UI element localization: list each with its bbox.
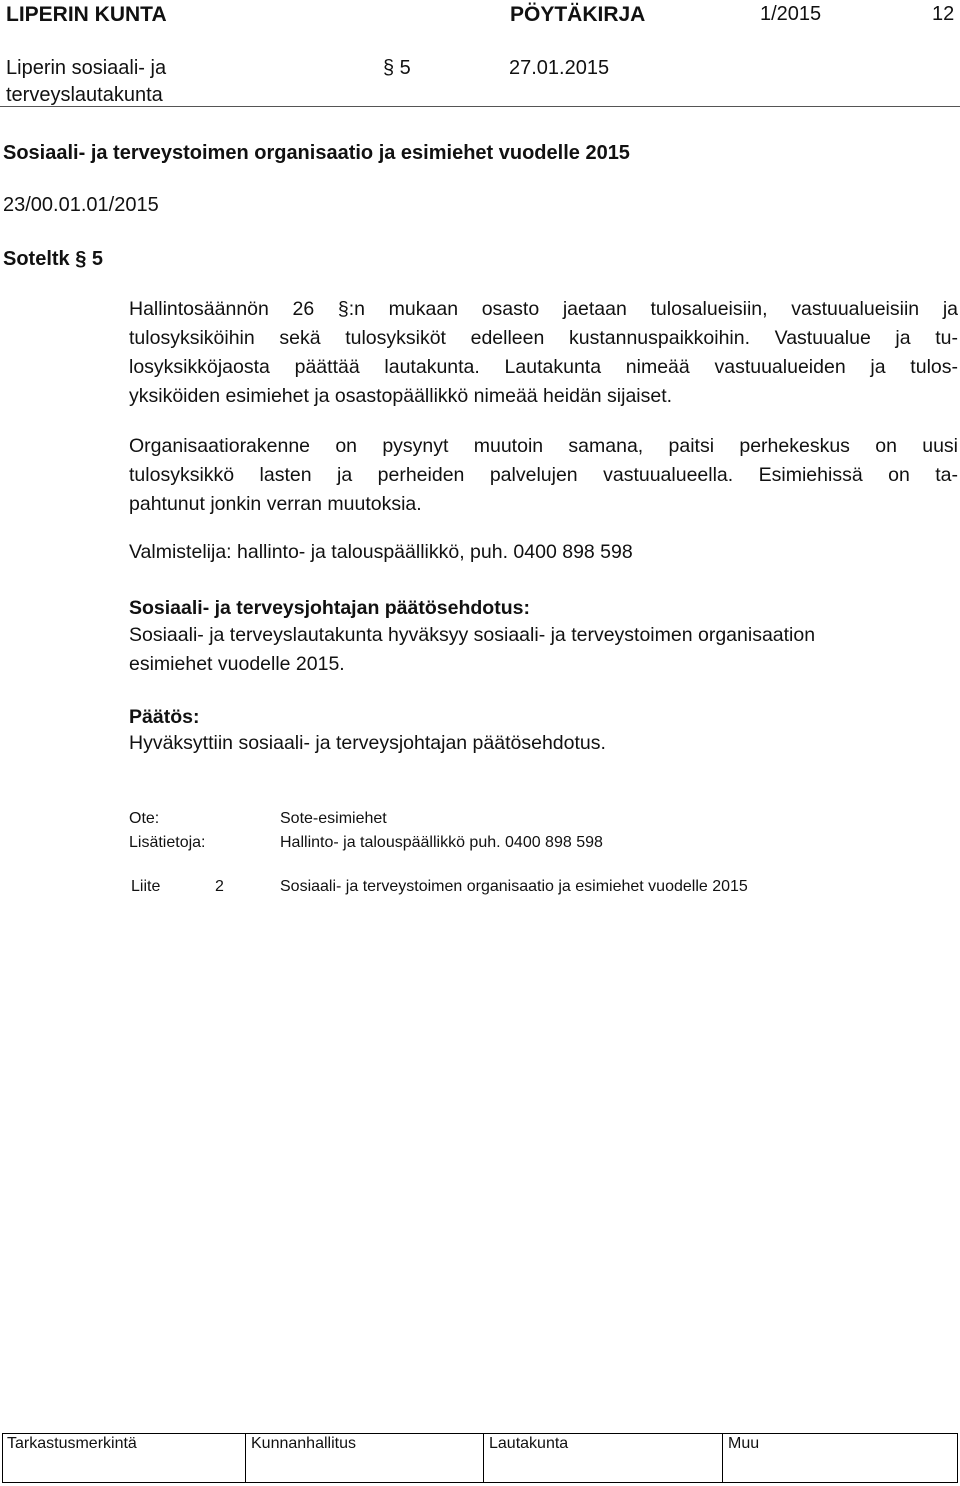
excerpt-label: Ote: bbox=[129, 810, 160, 827]
footer-cell-other: Muu bbox=[728, 1435, 760, 1452]
paragraph-1-line: tulosyksiköihin sekä tulosyksiköt edelleen kustannuspaikkoihin. Vastuualue ja tu- bbox=[129, 327, 958, 349]
paragraph-2-line: Organisaatiorakenne on pysynyt muutoin samana, paitsi perhekeskus on uusi bbox=[129, 435, 958, 457]
paragraph-1-line: losyksikköjaosta päättää lautakunta. Lautakunta nimeää vastuualueiden ja tulos- bbox=[129, 356, 958, 378]
decision-text: Hyväksyttiin sosiaali- ja terveysjohtajan päätösehdotus. bbox=[129, 732, 606, 754]
municipality-name: LIPERIN KUNTA bbox=[6, 3, 167, 26]
info-label: Lisätietoja: bbox=[129, 834, 206, 851]
footer-cell-committee: Lautakunta bbox=[489, 1435, 569, 1452]
footer-divider bbox=[245, 1433, 246, 1483]
excerpt-value: Sote-esimiehet bbox=[280, 810, 387, 827]
section-number: § 5 bbox=[383, 57, 411, 79]
proposal-line: Sosiaali- ja terveyslautakunta hyväksyy sosiaali- ja terveystoimen organisaation bbox=[129, 624, 816, 646]
decision-heading: Päätös: bbox=[129, 706, 200, 728]
header-divider bbox=[0, 106, 960, 107]
proposal-line: esimiehet vuodelle 2015. bbox=[129, 653, 345, 675]
board-name-line2: terveyslautakunta bbox=[6, 84, 163, 106]
paragraph-1 bbox=[129, 295, 958, 411]
footer-divider bbox=[722, 1433, 723, 1483]
page-title: Sosiaali- ja terveystoimen organisaatio ja esimiehet vuodelle 2015 bbox=[3, 142, 630, 164]
paragraph-1-line: Hallintosäännön 26 §:n mukaan osasto jaetaan tulosalueisiin, vastuualueisiin ja bbox=[129, 298, 958, 320]
paragraph-2 bbox=[129, 432, 958, 519]
board-name-line1: Liperin sosiaali- ja bbox=[6, 57, 167, 79]
paragraph-2-line: tulosyksikkö lasten ja perheiden palvelujen vastuualueella. Esimiehissä on ta- bbox=[129, 464, 958, 486]
footer-cell-municipal-board: Kunnanhallitus bbox=[251, 1435, 356, 1452]
attachment-label: Liite bbox=[131, 878, 161, 895]
proposal-text bbox=[129, 621, 815, 679]
page-number: 12 bbox=[932, 3, 955, 25]
footer-table bbox=[2, 1433, 958, 1483]
preparer-line: Valmistelija: hallinto- ja talouspäällikkö, puh. 0400 898 598 bbox=[129, 541, 633, 563]
paragraph-1-line: yksiköiden esimiehet ja osastopäällikkö nimeää heidän sijaiset. bbox=[129, 385, 673, 407]
document-number: 1/2015 bbox=[760, 3, 822, 25]
attachment-number: 2 bbox=[215, 878, 224, 895]
footer-divider bbox=[483, 1433, 484, 1483]
paragraph-2-line: pahtunut jonkin verran muutoksia. bbox=[129, 493, 422, 515]
document-type: PÖYTÄKIRJA bbox=[510, 3, 646, 26]
attachment-title: Sosiaali- ja terveystoimen organisaatio ja esimiehet vuodelle 2015 bbox=[280, 878, 748, 895]
info-value: Hallinto- ja talouspäällikkö puh. 0400 898 598 bbox=[280, 834, 603, 851]
section-label: Soteltk § 5 bbox=[3, 248, 104, 270]
proposal-heading: Sosiaali- ja terveysjohtajan päätösehdotus: bbox=[129, 597, 530, 619]
meeting-date: 27.01.2015 bbox=[509, 57, 610, 79]
record-id: 23/00.01.01/2015 bbox=[3, 194, 159, 216]
footer-cell-inspection: Tarkastusmerkintä bbox=[7, 1435, 137, 1452]
